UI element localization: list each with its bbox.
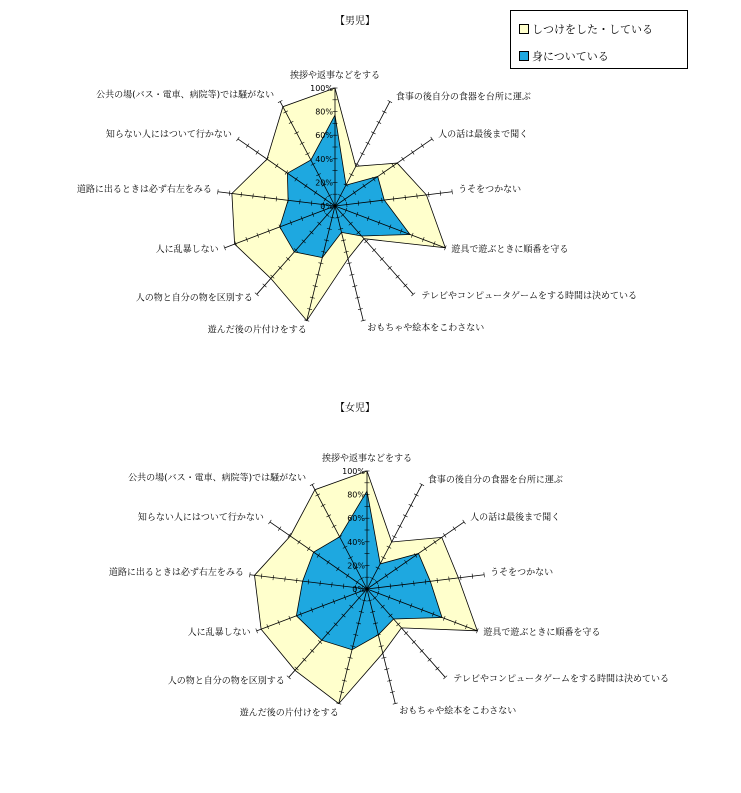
axis-tick	[484, 572, 485, 577]
category-label: 知らない人にはついて行かない	[105, 129, 232, 140]
axis-tick	[236, 137, 239, 141]
axis-tick	[472, 574, 473, 579]
category-label: 挨拶や返事などをする	[321, 454, 413, 464]
axis-tick	[256, 150, 259, 154]
category-label: 人の物と自分の物を区別する	[135, 293, 253, 304]
category-label: 道路に出るときは必ず右左をみる	[108, 567, 244, 578]
category-label: 道路に出るときは必ず右左をみる	[76, 184, 212, 195]
axis-tick	[218, 189, 219, 194]
category-label: 遊具で遊ぶときに順番を守る	[451, 244, 569, 255]
legend-item-mitsuite	[519, 49, 609, 63]
axis-tick	[460, 575, 461, 580]
axis-tick	[411, 150, 414, 154]
tick-label: 80%	[315, 107, 333, 117]
legend-swatch-mitsuite	[519, 51, 529, 61]
axis-tick	[421, 144, 424, 148]
category-label: 食事の後自分の食器を台所に運ぶ	[427, 475, 563, 486]
category-label: 遊具で遊ぶときに順番を守る	[483, 627, 601, 638]
axis-tick	[453, 527, 456, 531]
legend-swatch-shitsuke	[519, 24, 529, 34]
tick-label: 100%	[310, 84, 333, 93]
category-label: 挨拶や返事などをする	[289, 71, 381, 81]
axis-tick	[463, 520, 466, 524]
category-label: 遊んだ後の片付けをする	[239, 708, 339, 719]
category-label: テレビやコンピュータゲームをする時間は決めている	[421, 291, 638, 302]
tick-label: 20%	[315, 178, 333, 188]
category-label: 公共の場(バス・電車、病院等)では騒がない	[128, 473, 307, 484]
tick-label: 40%	[347, 537, 365, 547]
category-label: うそをつかない	[490, 567, 554, 578]
tick-label: 40%	[315, 154, 333, 164]
category-label: 遊んだ後の片付けをする	[207, 325, 307, 336]
axis-tick	[250, 572, 251, 577]
chart-title: 【女児】	[335, 403, 375, 414]
category-label: おもちゃや絵本をこわさない	[367, 323, 485, 334]
legend-label-mitsuite: 身についている	[532, 50, 609, 63]
axis-tick	[452, 189, 453, 194]
category-label: 人の物と自分の物を区別する	[167, 676, 285, 687]
axis-tick	[246, 144, 249, 148]
tick-label: 0%	[320, 202, 333, 211]
category-label: 人の話は最後まで聞く	[470, 512, 561, 523]
category-label: 食事の後自分の食器を台所に運ぶ	[395, 92, 531, 103]
axis-tick	[402, 157, 405, 161]
axis-tick	[440, 191, 441, 196]
category-label: テレビやコンピュータゲームをする時間は決めている	[453, 674, 670, 685]
axis-tick	[268, 520, 271, 524]
axis-tick	[431, 137, 434, 141]
axis-tick	[428, 192, 429, 197]
legend-item-shitsuke	[519, 22, 653, 36]
category-label: 人に乱暴しない	[155, 244, 219, 255]
category-label: 知らない人にはついて行かない	[137, 512, 264, 523]
axis-tick	[229, 191, 230, 196]
category-label: 公共の場(バス・電車、病院等)では騒がない	[96, 90, 275, 101]
tick-label: 0%	[352, 585, 365, 594]
category-label: おもちゃや絵本をこわさない	[399, 706, 517, 717]
axis-tick	[278, 527, 281, 531]
tick-label: 60%	[315, 131, 333, 141]
tick-label: 100%	[342, 467, 365, 476]
radar-chart-girls	[109, 401, 669, 719]
category-label: うそをつかない	[458, 184, 522, 195]
category-label: 人の話は最後まで聞く	[438, 129, 529, 140]
legend-label-shitsuke: しつけをした・している	[532, 23, 653, 36]
axis-tick	[443, 533, 446, 537]
tick-label: 20%	[347, 561, 365, 571]
tick-label: 60%	[347, 514, 365, 524]
category-label: 人に乱暴しない	[187, 627, 251, 638]
chart-title: 【男児】	[335, 16, 375, 27]
tick-label: 80%	[347, 490, 365, 500]
legend	[510, 10, 688, 69]
